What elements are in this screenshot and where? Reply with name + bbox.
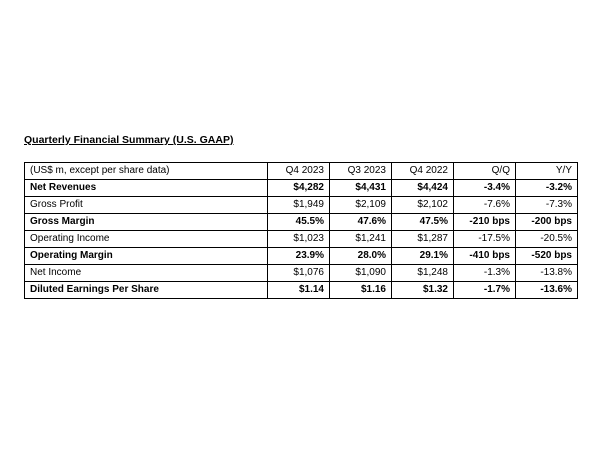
row-diluted-eps xyxy=(25,282,578,299)
cell-value: $1.16 xyxy=(330,282,392,299)
row-gross-profit xyxy=(25,197,578,214)
cell-value: -3.2% xyxy=(516,180,578,197)
cell-value: $4,282 xyxy=(268,180,330,197)
cell-value: 47.6% xyxy=(330,214,392,231)
row-label: Gross Margin xyxy=(25,214,268,231)
cell-value: 47.5% xyxy=(392,214,454,231)
row-label: Net Revenues xyxy=(25,180,268,197)
cell-value: $1,248 xyxy=(392,265,454,282)
row-operating-margin xyxy=(25,248,578,265)
cell-value: $1,076 xyxy=(268,265,330,282)
cell-value: $1,949 xyxy=(268,197,330,214)
header-yoy: Y/Y xyxy=(516,163,578,180)
cell-value: $1.32 xyxy=(392,282,454,299)
cell-value: $1,090 xyxy=(330,265,392,282)
row-operating-income xyxy=(25,231,578,248)
cell-value: $1,241 xyxy=(330,231,392,248)
cell-value: $2,109 xyxy=(330,197,392,214)
cell-value: $1,023 xyxy=(268,231,330,248)
cell-value: -17.5% xyxy=(454,231,516,248)
row-label: Gross Profit xyxy=(25,197,268,214)
cell-value: 23.9% xyxy=(268,248,330,265)
cell-value: -7.6% xyxy=(454,197,516,214)
cell-value: 45.5% xyxy=(268,214,330,231)
row-label: Operating Income xyxy=(25,231,268,248)
row-net-revenues xyxy=(25,180,578,197)
header-units: (US$ m, except per share data) xyxy=(25,163,268,180)
cell-value: -13.6% xyxy=(516,282,578,299)
cell-value: $2,102 xyxy=(392,197,454,214)
row-label: Operating Margin xyxy=(25,248,268,265)
financial-summary-table xyxy=(24,162,578,299)
row-gross-margin xyxy=(25,214,578,231)
cell-value: $4,424 xyxy=(392,180,454,197)
cell-value: 29.1% xyxy=(392,248,454,265)
header-row xyxy=(25,163,578,180)
row-net-income xyxy=(25,265,578,282)
cell-value: -3.4% xyxy=(454,180,516,197)
cell-value: -1.7% xyxy=(454,282,516,299)
header-q4-2023: Q4 2023 xyxy=(268,163,330,180)
row-label: Diluted Earnings Per Share xyxy=(25,282,268,299)
cell-value: -1.3% xyxy=(454,265,516,282)
cell-value: $1.14 xyxy=(268,282,330,299)
header-qoq: Q/Q xyxy=(454,163,516,180)
cell-value: -210 bps xyxy=(454,214,516,231)
cell-value: -520 bps xyxy=(516,248,578,265)
cell-value: -200 bps xyxy=(516,214,578,231)
cell-value: $1,287 xyxy=(392,231,454,248)
cell-value: -410 bps xyxy=(454,248,516,265)
header-q3-2023: Q3 2023 xyxy=(330,163,392,180)
table-title: Quarterly Financial Summary (U.S. GAAP) xyxy=(24,134,234,146)
row-label: Net Income xyxy=(25,265,268,282)
cell-value: -7.3% xyxy=(516,197,578,214)
cell-value: 28.0% xyxy=(330,248,392,265)
header-q4-2022: Q4 2022 xyxy=(392,163,454,180)
cell-value: $4,431 xyxy=(330,180,392,197)
cell-value: -13.8% xyxy=(516,265,578,282)
cell-value: -20.5% xyxy=(516,231,578,248)
